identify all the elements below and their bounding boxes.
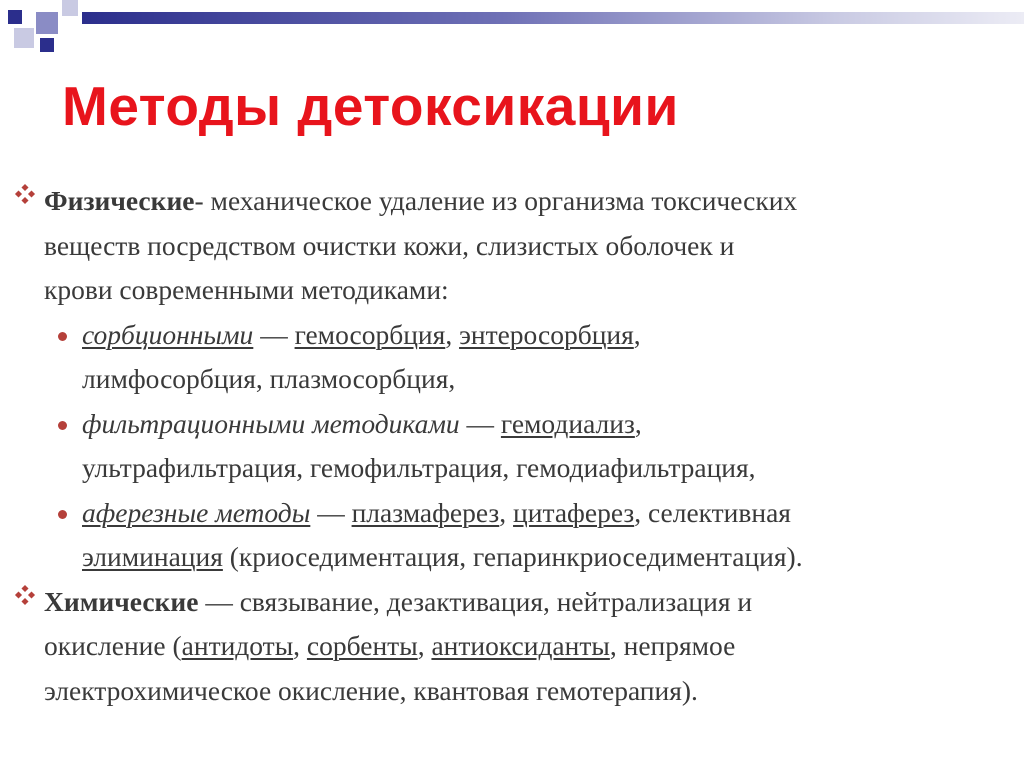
sep-text: , xyxy=(293,630,307,661)
sub-item-text: ультрафильтрация, гемофильтрация, гемодиафильтрация, xyxy=(82,452,756,483)
sep-text: , непрямое xyxy=(609,630,736,661)
physical-text-1: - механическое удаление из организма токсических xyxy=(194,185,798,216)
dot-bullet-icon xyxy=(58,510,67,519)
chemical-text-2: окисление ( xyxy=(44,630,182,661)
bullet-chemical xyxy=(14,580,1014,714)
sep-text: , xyxy=(445,318,460,350)
sub-item-text: лимфосорбция, плазмосорбция, xyxy=(82,363,456,394)
slide-body xyxy=(14,179,1014,713)
physical-text-3: крови современными методиками: xyxy=(44,274,449,305)
link-cytapheresis[interactable]: цитаферез xyxy=(513,496,635,528)
dot-bullet-icon xyxy=(58,332,67,341)
corner-square-5 xyxy=(40,38,54,52)
sub-item-text: (криоседиментация, гепаринкриоседиментация). xyxy=(222,541,803,572)
filtration-label: фильтрационными методиками xyxy=(82,407,460,439)
sep-text: , xyxy=(417,630,432,661)
dash-text: — xyxy=(310,496,352,528)
chemical-text-3: электрохимическое окисление, квантовая гемотерапия). xyxy=(44,674,698,706)
physical-heading: Физические xyxy=(44,185,195,216)
slide-title: Методы детоксикации xyxy=(62,75,679,137)
corner-square-1 xyxy=(8,10,22,24)
sep-text: , xyxy=(499,496,514,528)
sub-item-apheresis xyxy=(14,491,1014,580)
link-hemodialysis[interactable]: гемодиализ xyxy=(500,407,635,439)
dash-text: — xyxy=(459,407,501,439)
link-sorbents[interactable]: сорбенты xyxy=(306,630,418,661)
sep-text: , xyxy=(633,318,641,350)
link-hemosorption[interactable]: гемосорбция xyxy=(294,318,446,350)
corner-square-2 xyxy=(36,12,58,34)
link-sorption[interactable]: сорбционными xyxy=(82,318,254,350)
link-apheresis[interactable]: аферезные методы xyxy=(82,496,311,528)
dot-bullet-icon xyxy=(58,421,67,430)
sep-text: , xyxy=(634,407,642,439)
header-bar xyxy=(82,12,1024,24)
link-elimination[interactable]: элиминация xyxy=(82,541,223,572)
chemical-text-1: — связывание, дезактивация, нейтрализация и xyxy=(198,585,753,617)
link-enterosorption[interactable]: энтеросорбция xyxy=(459,318,634,350)
link-antioxidants[interactable]: антиоксиданты xyxy=(431,630,610,661)
sub-item-filtration xyxy=(14,402,1014,491)
physical-text-2: веществ посредством очистки кожи, слизистых оболочек и xyxy=(44,229,735,261)
link-plasmapheresis[interactable]: плазмаферез xyxy=(351,496,500,528)
bullet-physical xyxy=(14,179,1014,313)
sep-text: , селективная xyxy=(634,496,791,528)
dash-text: — xyxy=(253,318,295,350)
sub-item-sorption xyxy=(14,313,1014,402)
diamond-bullet-icon xyxy=(14,183,36,205)
chemical-heading: Химические xyxy=(44,585,199,617)
link-antidotes[interactable]: антидоты xyxy=(181,630,294,661)
diamond-bullet-icon xyxy=(14,584,36,606)
corner-square-4 xyxy=(14,28,34,48)
corner-square-3 xyxy=(62,0,78,16)
